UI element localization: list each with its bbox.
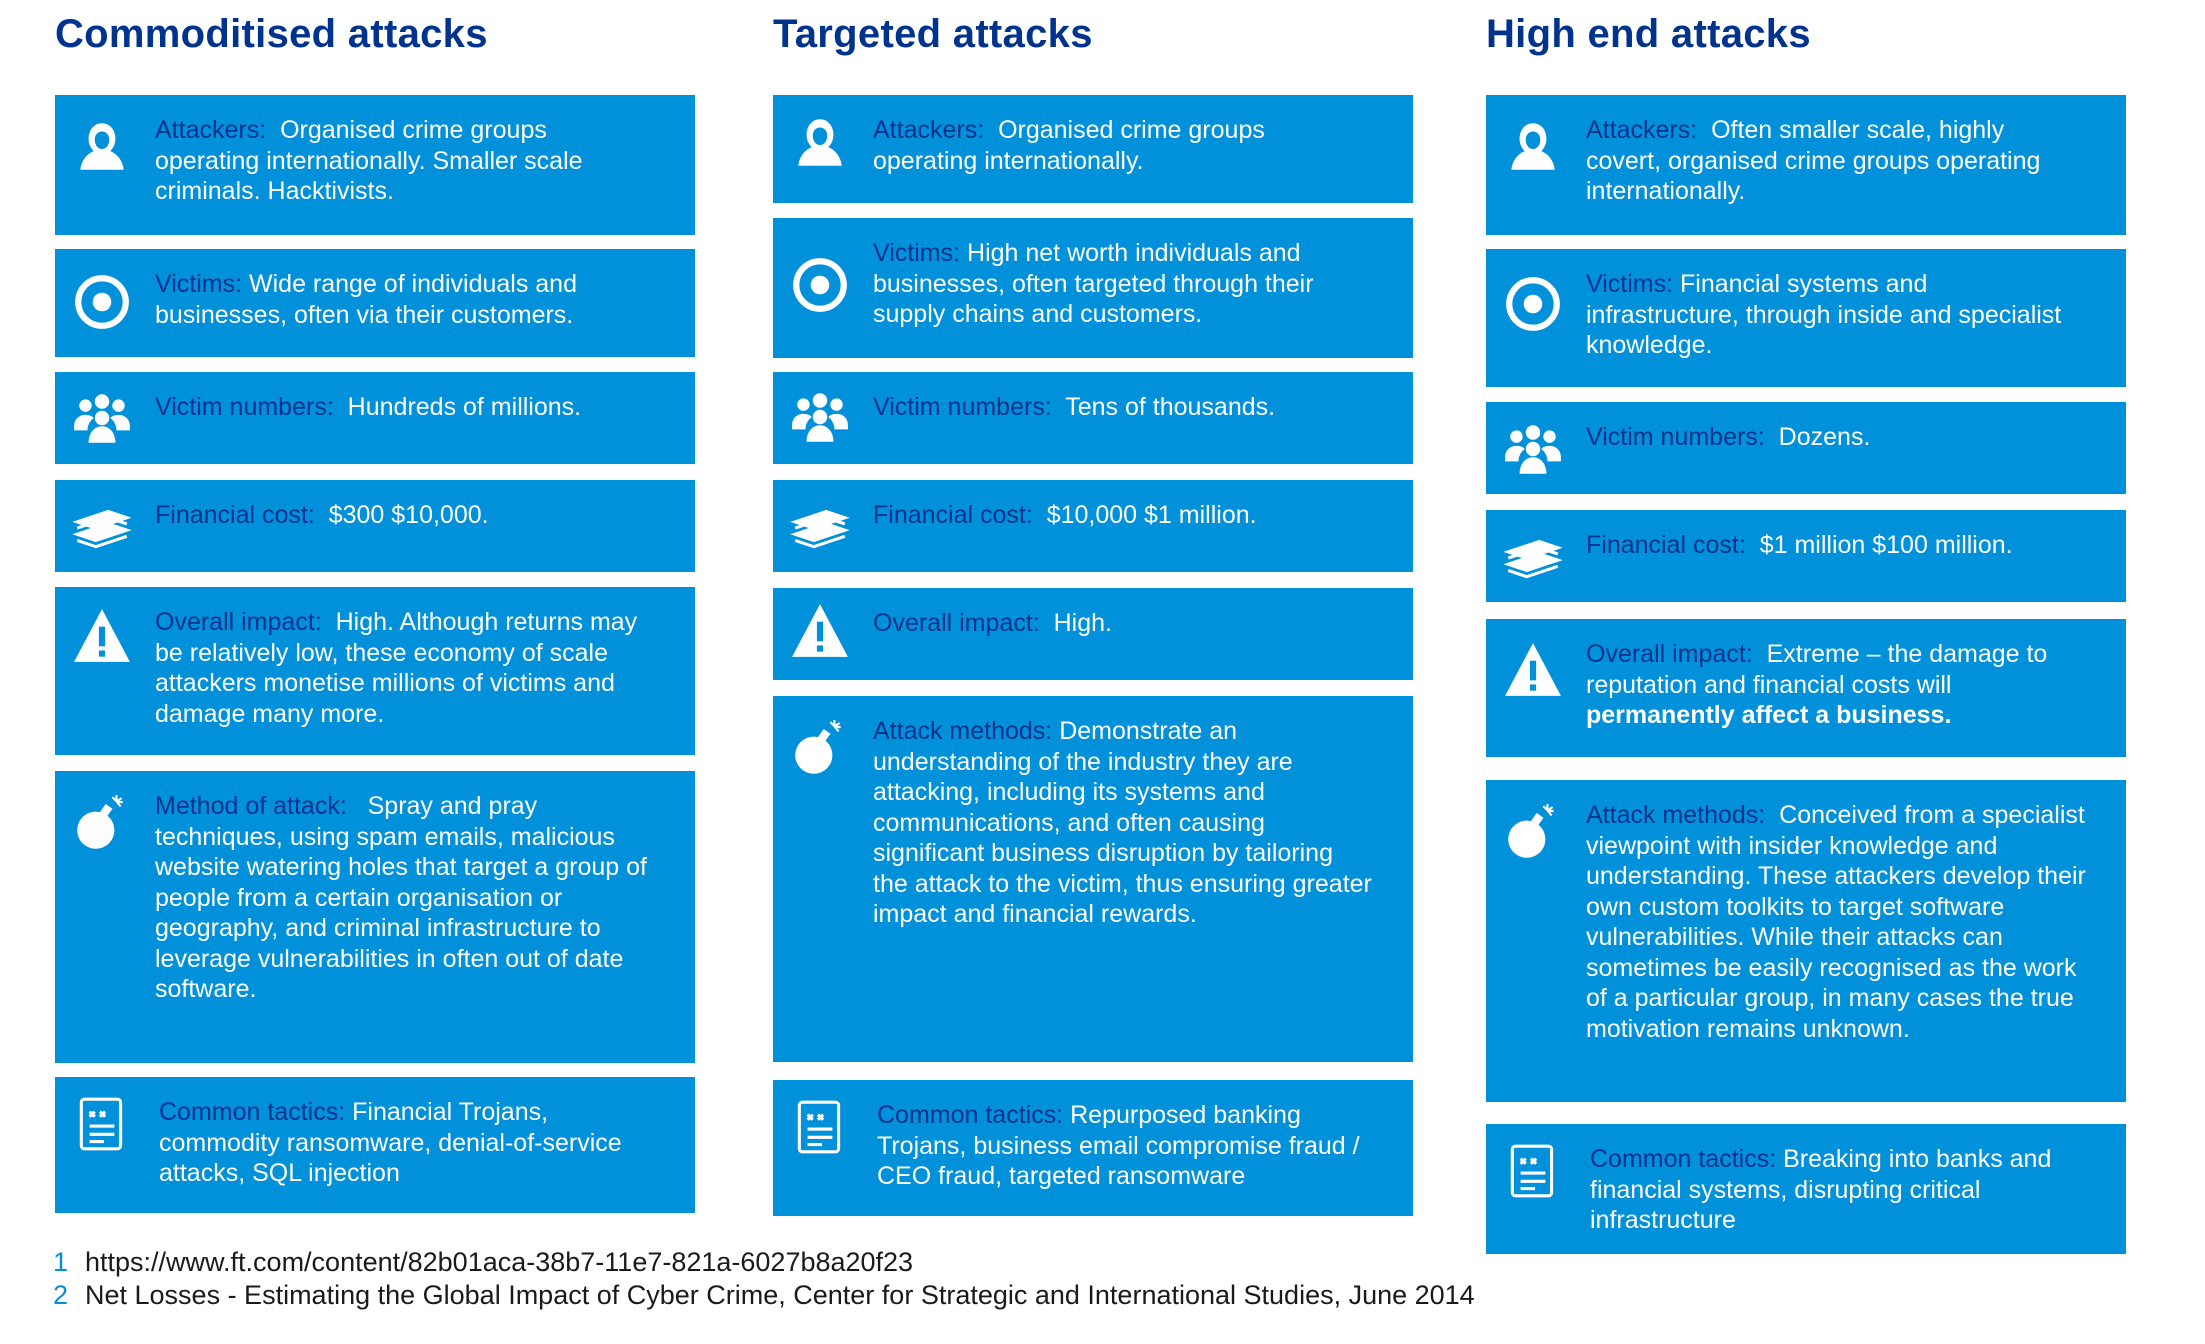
- attackers-card: [1486, 95, 2126, 235]
- victim-numbers-text: Hundreds of millions.: [347, 393, 582, 421]
- overall-impact-card: [1486, 619, 2126, 757]
- method-label: Method of attack:: [155, 792, 347, 820]
- overall-impact-text: High. Although returns may be relatively low, these economy of scale attackers monetise millions of victims and damage many more.: [155, 608, 638, 728]
- victim-numbers-card: [1486, 402, 2126, 494]
- footnote-text: Net Losses - Estimating the Global Impact of Cyber Crime, Center for Strategic and International Studies, June 2014: [85, 1280, 1475, 1310]
- overall-impact-label: Overall impact:: [155, 608, 322, 636]
- overall-impact-label: Overall impact:: [873, 609, 1040, 637]
- overall-impact-card: [773, 588, 1413, 680]
- tactics-text: Breaking into banks and financial systems, disrupting critical infrastructure: [1590, 1145, 2052, 1234]
- victim-numbers-card: [773, 372, 1413, 464]
- column-title: High end attacks: [1486, 12, 1811, 56]
- target-icon: [1502, 273, 1564, 335]
- footnote-number: 2: [53, 1280, 69, 1310]
- victim-numbers-card: [55, 372, 695, 464]
- document-tactics-icon: [71, 1093, 133, 1155]
- overall-impact-emphasis: permanently affect a business.: [1586, 701, 1952, 729]
- column-title: Commoditised attacks: [55, 12, 488, 56]
- attackers-label: Attackers:: [155, 116, 267, 144]
- victims-text: Wide range of individuals and businesses, often via their customers.: [155, 270, 577, 329]
- victim-numbers-text: Dozens.: [1778, 423, 1871, 451]
- attackers-label: Attackers:: [873, 116, 985, 144]
- attack-methods-card: [773, 696, 1413, 1062]
- tactics-text: Financial Trojans, commodity ransomware, denial-of-service attacks, SQL injection: [159, 1098, 622, 1187]
- financial-cost-card: [773, 480, 1413, 572]
- victim-numbers-text: Tens of thousands.: [1065, 393, 1276, 421]
- financial-cost-label: Financial cost:: [873, 501, 1033, 529]
- method-text: Demonstrate an understanding of the industry they are attacking, including its systems and communications, and often causing significant business disruption by tailoring the attack to the victim, thus ensuring greater impact and financial rewards.: [873, 717, 1372, 928]
- footnote-row: [53, 1279, 1475, 1312]
- victim-numbers-label: Victim numbers:: [1586, 423, 1765, 451]
- people-group-icon: [1502, 418, 1564, 480]
- warning-triangle-icon: [1502, 639, 1564, 701]
- people-group-icon: [71, 387, 133, 449]
- victims-text: High net worth individuals and businesses, often targeted through their supply chains and customers.: [873, 239, 1314, 328]
- footnote-number: 1: [53, 1247, 69, 1277]
- tactics-label: Common tactics:: [1590, 1145, 1777, 1173]
- victims-card: [55, 249, 695, 357]
- money-stack-icon: [789, 495, 851, 557]
- tactics-text: Repurposed banking Trojans, business email compromise fraud / CEO fraud, targeted ransomware: [877, 1101, 1360, 1190]
- footnote-link[interactable]: https://www.ft.com/content/82b01aca-38b7-11e7-821a-6027b8a20f23: [85, 1247, 914, 1277]
- victims-text: Financial systems and infrastructure, through inside and specialist knowledge.: [1586, 270, 2062, 359]
- overall-impact-text: Extreme – the damage to reputation and financial costs will: [1586, 640, 2048, 699]
- method-text: Conceived from a specialist viewpoint with insider knowledge and understanding. These attackers develop their own custom toolkits to target software vulnerabilities. While their attacks can sometimes be easily recognised as the work of a particular group, in many cases the true motivation remains unknown.: [1586, 801, 2086, 1043]
- document-tactics-icon: [1502, 1140, 1564, 1202]
- document-tactics-icon: [789, 1096, 851, 1158]
- method-of-attack-card: [55, 771, 695, 1063]
- financial-cost-text: $10,000 $1 million.: [1046, 501, 1257, 529]
- tactics-label: Common tactics:: [159, 1098, 346, 1126]
- victims-label: Victims:: [155, 270, 243, 298]
- victims-card: [1486, 249, 2126, 387]
- warning-triangle-icon: [71, 605, 133, 667]
- attackers-card: [773, 95, 1413, 203]
- attacker-hooded-icon: [789, 113, 851, 175]
- target-icon: [789, 254, 851, 316]
- financial-cost-label: Financial cost:: [155, 501, 315, 529]
- bomb-icon: [71, 793, 133, 855]
- column-title: Targeted attacks: [773, 12, 1093, 56]
- money-stack-icon: [71, 495, 133, 557]
- target-icon: [71, 271, 133, 333]
- attackers-label: Attackers:: [1586, 116, 1698, 144]
- money-stack-icon: [1502, 525, 1564, 587]
- attacker-hooded-icon: [71, 117, 133, 179]
- attackers-card: [55, 95, 695, 235]
- method-text: Spray and pray techniques, using spam emails, malicious website watering holes that target a group of people from a certain organisation or geography, and criminal infrastructure to leverage vulnerabilities in often out of date software.: [155, 792, 647, 1003]
- method-label: Attack methods:: [1586, 801, 1766, 829]
- footnotes: [53, 1246, 1475, 1312]
- victims-label: Victims:: [873, 239, 961, 267]
- financial-cost-text: $300 $10,000.: [328, 501, 489, 529]
- victim-numbers-label: Victim numbers:: [155, 393, 334, 421]
- overall-impact-card: [55, 587, 695, 755]
- financial-cost-text: $1 million $100 million.: [1759, 531, 2013, 559]
- victims-card: [773, 218, 1413, 358]
- financial-cost-card: [1486, 510, 2126, 602]
- financial-cost-card: [55, 480, 695, 572]
- overall-impact-text: High.: [1053, 609, 1112, 637]
- overall-impact-label: Overall impact:: [1586, 640, 1753, 668]
- bomb-icon: [1502, 802, 1564, 864]
- common-tactics-card: [1486, 1124, 2126, 1254]
- people-group-icon: [789, 386, 851, 448]
- method-label: Attack methods:: [873, 717, 1053, 745]
- attackers-text: Organised crime groups operating internationally.: [873, 116, 1265, 175]
- victim-numbers-label: Victim numbers:: [873, 393, 1052, 421]
- attackers-text: Often smaller scale, highly covert, organised crime groups operating internationally.: [1586, 116, 2041, 205]
- common-tactics-card: [773, 1080, 1413, 1216]
- attack-methods-card: [1486, 780, 2126, 1102]
- warning-triangle-icon: [789, 600, 851, 662]
- tactics-label: Common tactics:: [877, 1101, 1064, 1129]
- victims-label: Victims:: [1586, 270, 1674, 298]
- common-tactics-card: [55, 1077, 695, 1213]
- attacker-hooded-icon: [1502, 117, 1564, 179]
- footnote-row: [53, 1246, 1475, 1279]
- financial-cost-label: Financial cost:: [1586, 531, 1746, 559]
- attackers-text: Organised crime groups operating internationally. Smaller scale criminals. Hacktivists.: [155, 116, 583, 205]
- bomb-icon: [789, 718, 851, 780]
